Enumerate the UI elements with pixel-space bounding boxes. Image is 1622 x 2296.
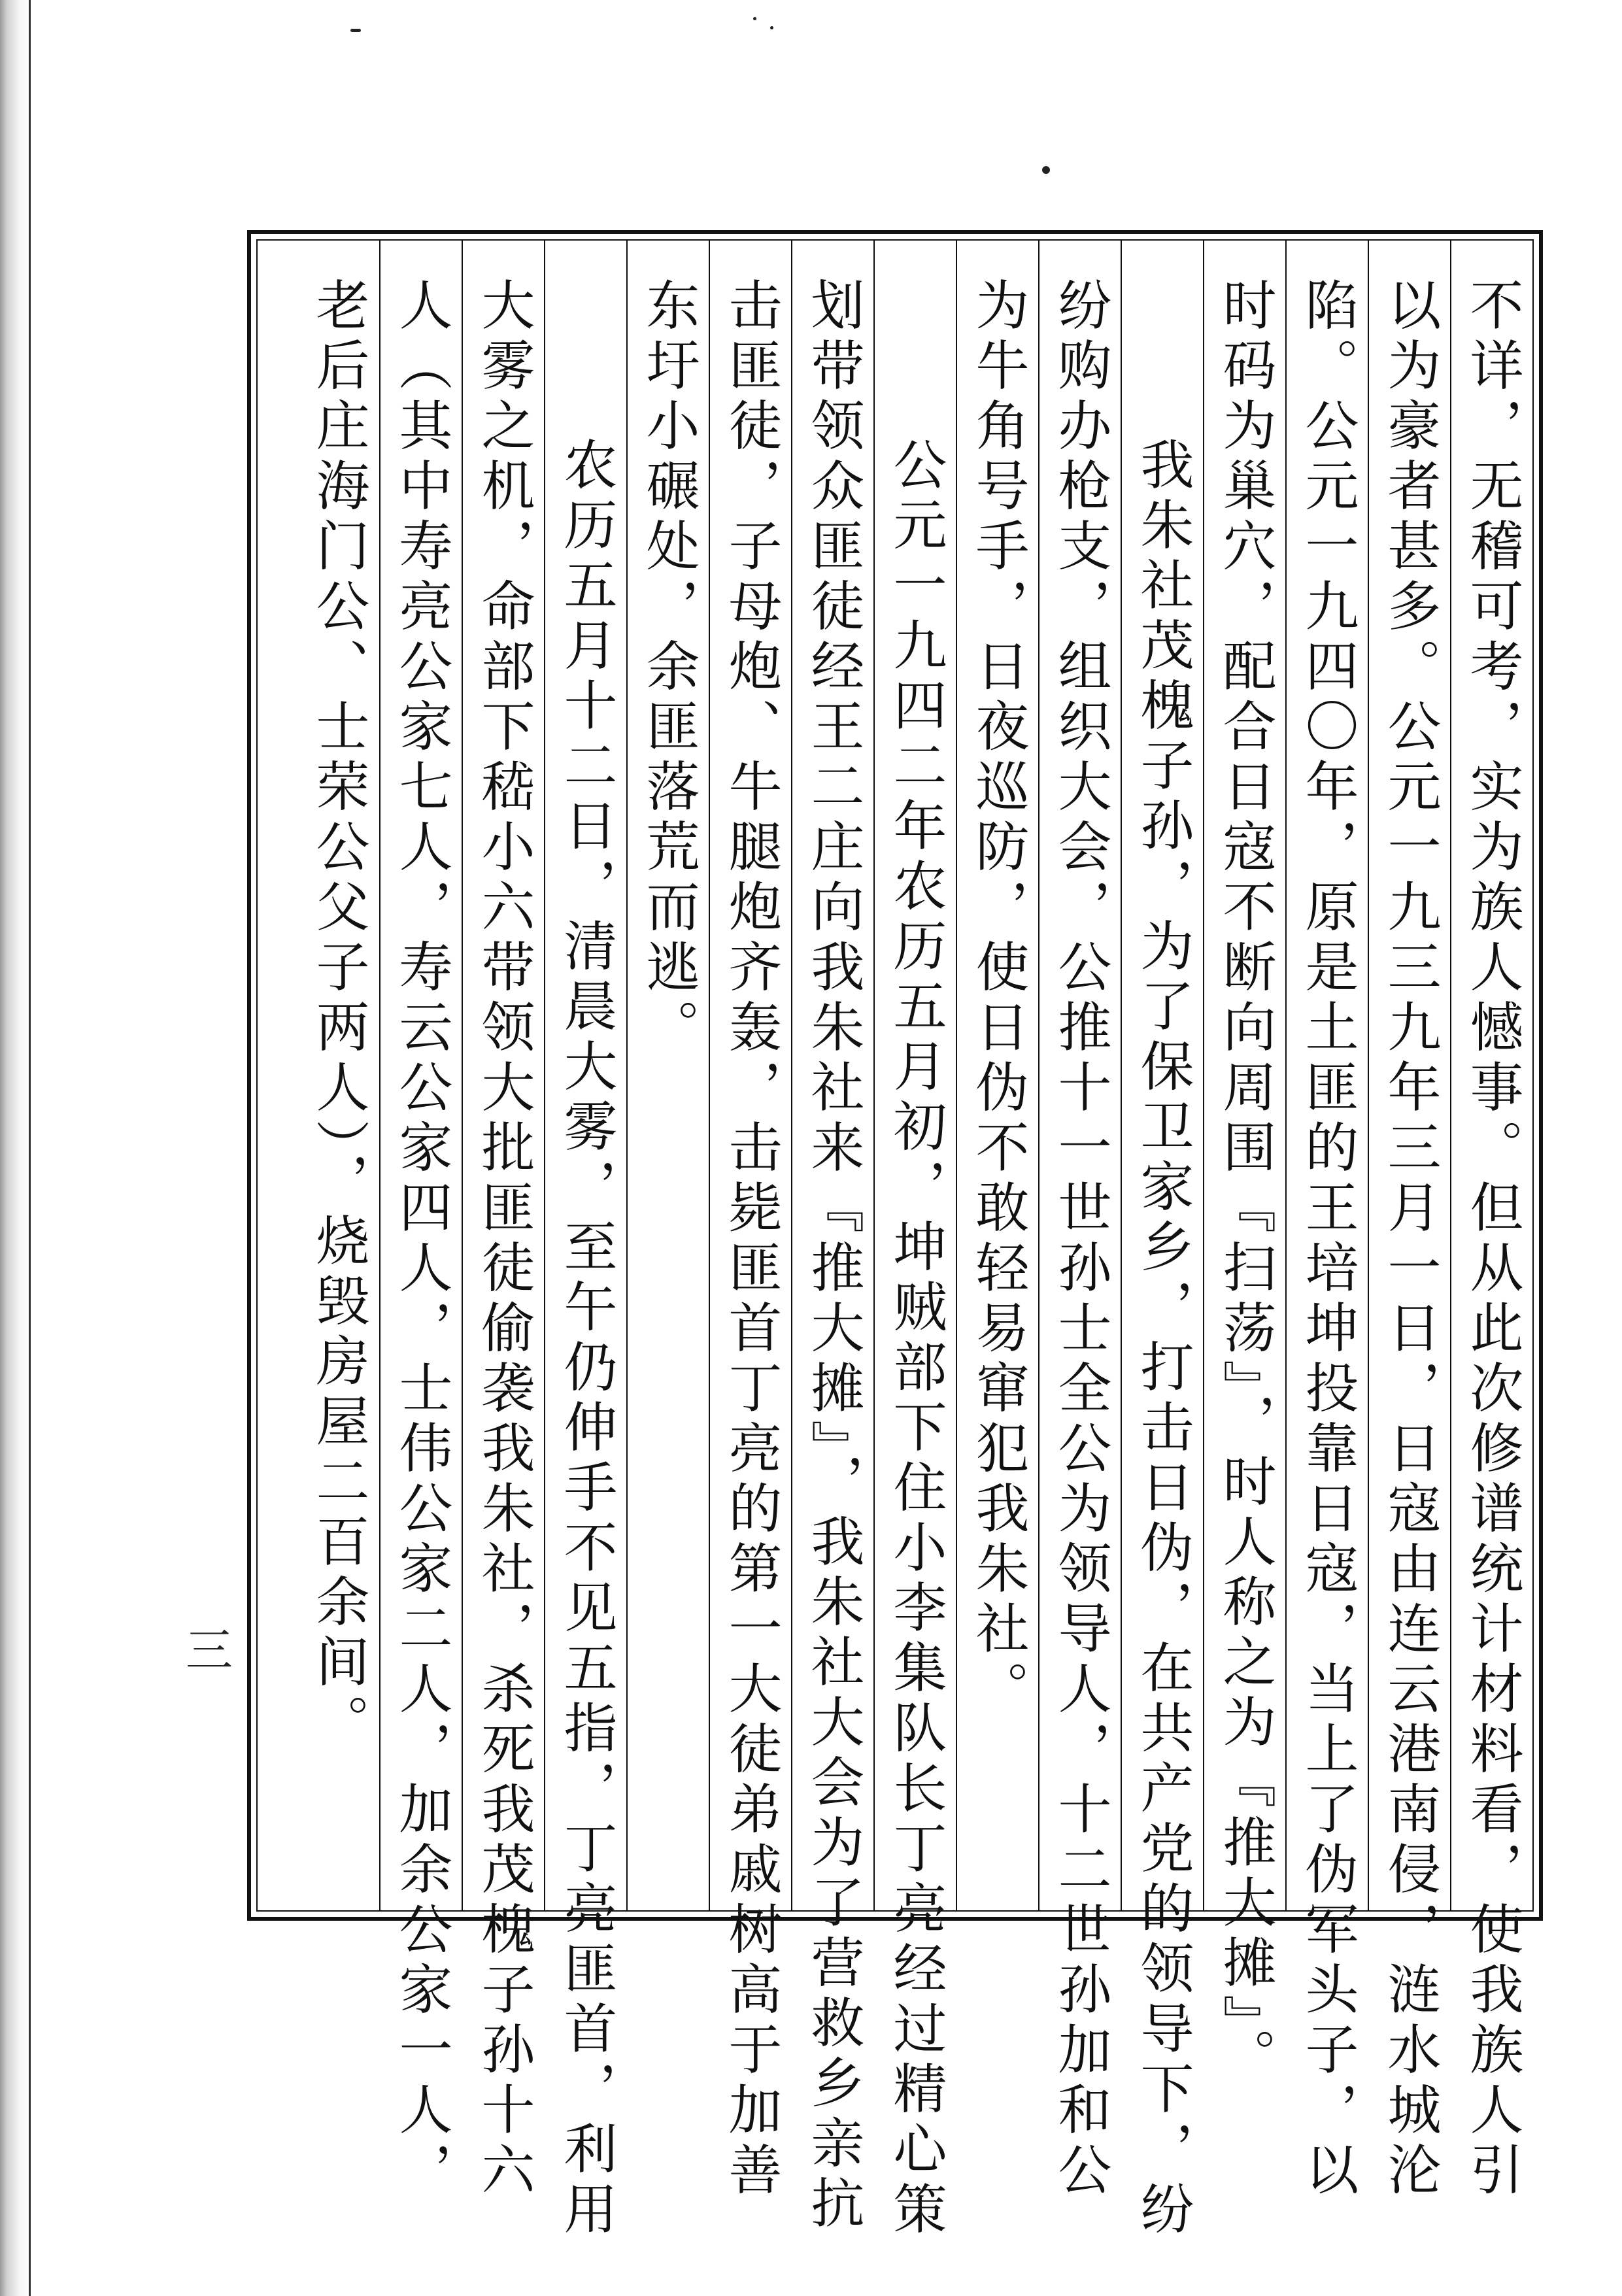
text-column (1203, 241, 1285, 2088)
scan-speck (350, 29, 361, 32)
column-text: 划带领众匪徒经王二庄向我朱社来『推大摊』，我朱社大会为了营救乡亲抗 (802, 277, 864, 2235)
column-text: 不详，无稽可考，实为族人憾事。但从此次修谱统计材料看，使我族人引 (1461, 277, 1523, 2202)
text-column (544, 241, 626, 2241)
scan-speck (753, 17, 756, 20)
text-column (956, 241, 1038, 1910)
page-number: 三 (178, 1625, 233, 1672)
text-columns (258, 241, 1532, 2241)
text-column (873, 241, 956, 2241)
column-text: 纷购办枪支，组织大会，公推十一世孙士全公为领导人，十二世孙加和公 (1049, 277, 1111, 2202)
text-column (1368, 241, 1450, 2202)
column-text: 时码为巢穴，配合日寇不断向周围『扫荡』，时人称之为『推大摊』。 (1214, 277, 1276, 2088)
column-text: 击匪徒，子母炮、牛腿炮齐轰，击毙匪首丁亮的第一大徒弟戚树高于加善 (720, 277, 782, 2202)
text-column (1285, 241, 1368, 2202)
column-text: 大雾之机，命部下嵇小六带领大批匪徒偷袭我朱社，杀死我茂槐子孙十六 (473, 277, 535, 2202)
column-text: 以为豪者甚多。公元一九三九年三月一日，日寇由连云港南侵，涟水城沦 (1379, 277, 1441, 2202)
column-text: 陷。公元一九四〇年，原是土匪的王培坤投靠日寇，当上了伪军头子，以 (1296, 277, 1359, 2202)
text-column (379, 241, 462, 2202)
text-column (1450, 241, 1532, 2202)
text-column (791, 241, 873, 2235)
text-frame (247, 230, 1543, 2241)
book-binding-edge (0, 0, 31, 2296)
text-column (709, 241, 791, 2202)
column-text: 老后庄海门公、士荣公父子两人），烧毁房屋二百余间。 (307, 277, 369, 1754)
text-column (1038, 241, 1121, 2202)
text-column (626, 241, 709, 1910)
scan-speck (770, 26, 773, 29)
column-text: 东圩小碾处，余匪落荒而逃。 (637, 277, 700, 1059)
column-text: 农历五月十二日，清晨大雾，至午仍伸手不见五指，丁亮匪首，利用 (555, 437, 617, 2241)
column-text: 公元一九四二年农历五月初，坤贼部下住小李集队长丁亮经过精心策 (885, 437, 947, 2241)
text-column (1121, 241, 1203, 2241)
column-text: 为牛角号手，日夜巡防，使日伪不敢轻易窜犯我朱社。 (967, 277, 1029, 1721)
scan-speck (1042, 166, 1050, 174)
column-text: 我朱社茂槐子孙，为了保卫家乡，打击日伪，在共产党的领导下，纷 (1132, 437, 1194, 2241)
text-frame-inner (256, 239, 1534, 2241)
text-column (462, 241, 544, 2202)
text-column (297, 241, 379, 1910)
column-text: 人（其中寿亮公家七人，寿云公家四人，士伟公家二人，加余公家一人， (390, 277, 452, 2202)
